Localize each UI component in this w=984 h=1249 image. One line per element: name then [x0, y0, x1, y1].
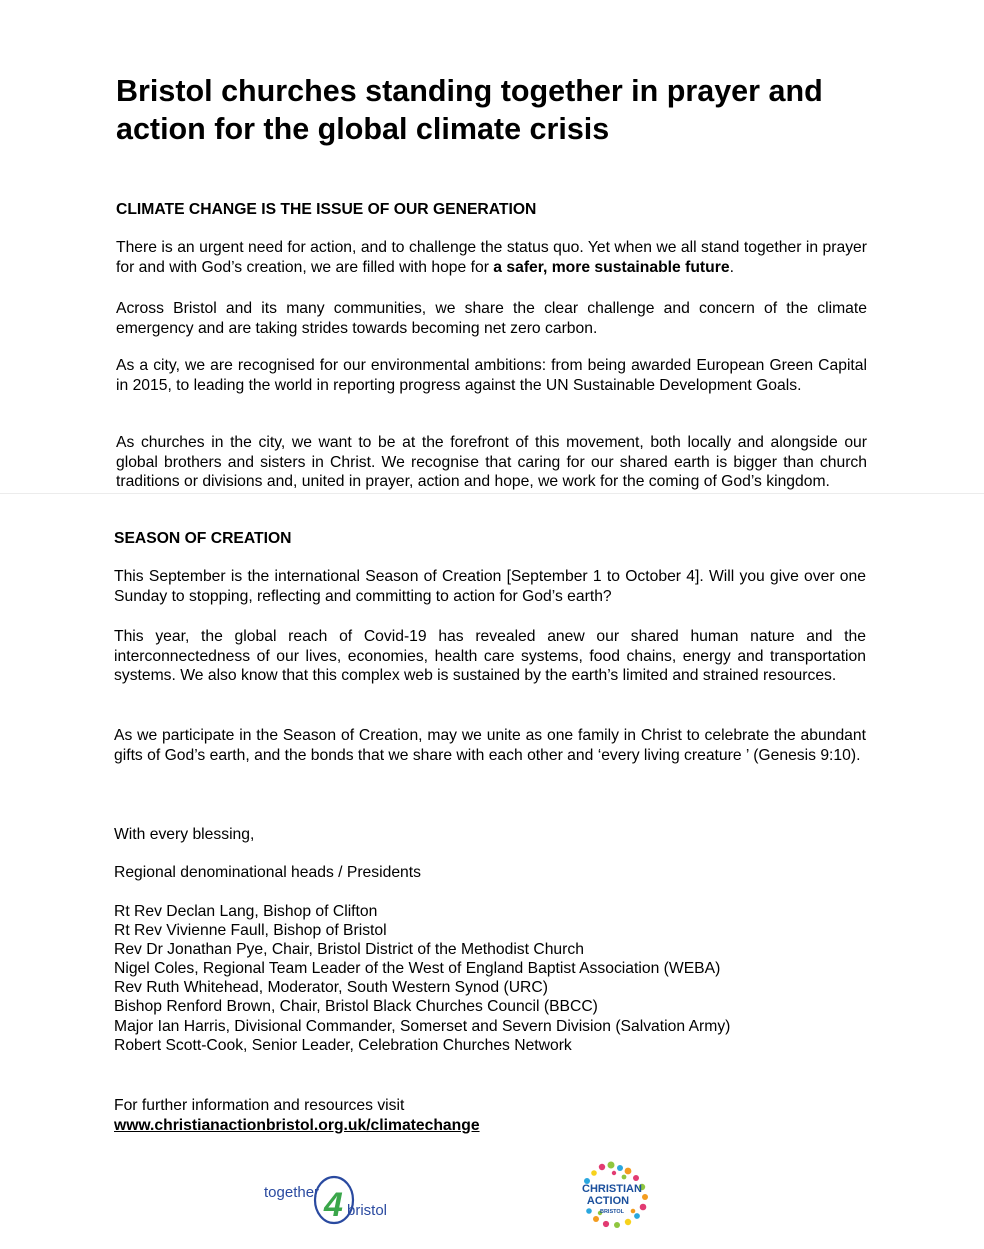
paragraph: This September is the international Season of Creation [September 1 to October 4]. Will you give over one Sunday to stopping, reflecting and committing to action for God’s earth?	[114, 568, 866, 605]
heads-label: Regional denominational heads / Presidents	[114, 864, 421, 881]
signatory: Bishop Renford Brown, Chair, Bristol Black Churches Council (BBCC)	[114, 998, 598, 1015]
together-for-bristol-logo	[262, 1172, 406, 1230]
paragraph	[116, 238, 867, 277]
page-divider	[0, 493, 984, 494]
logo-word-bristol: BRISTOL	[599, 1209, 625, 1215]
paragraph: As churches in the city, we want to be at the forefront of this movement, both locally and alongside our global brothers and sisters in Christ. We recognise that caring for our shared earth is bigger than church traditions or divisions and, united in prayer, action and hope, we work for the coming of God’s kingdom.	[116, 434, 867, 490]
page-title: Bristol churches standing together in prayer and action for the global climate crisis	[116, 74, 823, 146]
signatory: Rev Ruth Whitehead, Moderator, South Western Synod (URC)	[114, 979, 548, 996]
signatory: Rev Dr Jonathan Pye, Chair, Bristol District of the Methodist Church	[114, 941, 584, 958]
paragraph: Across Bristol and its many communities, we share the clear challenge and concern of the climate emergency and are taking strides towards becoming net zero carbon.	[116, 300, 867, 337]
signatory: Major Ian Harris, Divisional Commander, Somerset and Severn Division (Salvation Army)	[114, 1018, 731, 1035]
signatory: Rt Rev Vivienne Faull, Bishop of Bristol	[114, 922, 387, 939]
christian-action-bristol-logo	[562, 1158, 662, 1230]
paragraph: As we participate in the Season of Creation, may we unite as one family in Christ to celebrate the abundant gifts of God’s earth, and the bonds that we share with each other and ‘every living creature ’ (Genesis 9:10).	[114, 727, 866, 764]
signatory: Rt Rev Declan Lang, Bishop of Clifton	[114, 903, 378, 920]
signatory: Nigel Coles, Regional Team Leader of the West of England Baptist Association (WEBA)	[114, 960, 721, 977]
info-text: For further information and resources visit	[114, 1097, 405, 1114]
section-heading-climate: CLIMATE CHANGE IS THE ISSUE OF OUR GENERATION	[116, 201, 537, 218]
resources-link[interactable]: www.christianactionbristol.org.uk/climatechange	[114, 1117, 480, 1134]
paragraph: This year, the global reach of Covid-19 has revealed anew our shared human nature and the interconnectedness of our lives, economies, health care systems, food chains, energy and transportation systems. We also know that this complex web is sustained by the earth’s limited and strained resources.	[114, 628, 866, 684]
logo-word-christian: CHRISTIAN	[582, 1183, 642, 1195]
logo-numeral: 4	[324, 1186, 343, 1224]
blessing-text: With every blessing,	[114, 826, 255, 843]
signatory: Robert Scott-Cook, Senior Leader, Celebration Churches Network	[114, 1037, 572, 1054]
section-heading-season: SEASON OF CREATION	[114, 530, 292, 547]
emphasis-text: a safer, more sustainable future	[493, 258, 730, 276]
paragraph-text: .	[729, 258, 734, 276]
logo-word-together: together	[264, 1184, 320, 1201]
logo-word-action: ACTION	[586, 1195, 630, 1207]
paragraph: As a city, we are recognised for our environmental ambitions: from being awarded European Green Capital in 2015, to leading the world in reporting progress against the UN Sustainable Development Goals.	[116, 357, 867, 394]
paragraph-text: There is an urgent need for action, and to challenge the status quo. Yet when we all stand together in prayer for and with God’s creation, we are filled with hope for	[116, 239, 867, 276]
logo-word-bristol: bristol	[347, 1202, 388, 1219]
